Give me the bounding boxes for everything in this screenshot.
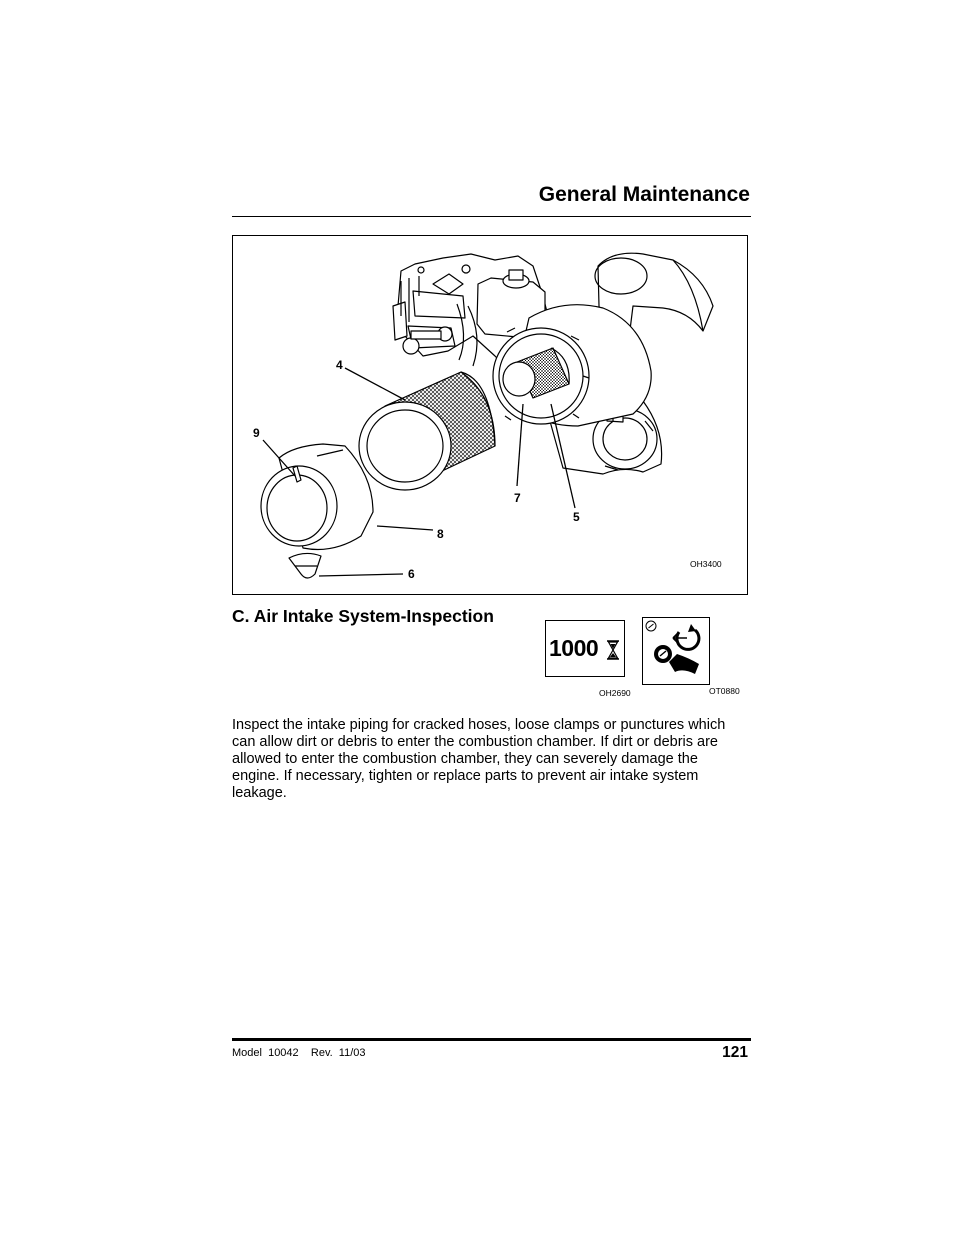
callout-4: 4: [336, 358, 343, 372]
figure-code: OH3400: [690, 559, 722, 569]
hourglass-icon: [606, 640, 620, 665]
header-rule: [232, 216, 751, 217]
footer-model-revision: Model 10042 Rev. 11/03: [232, 1047, 366, 1059]
service-interval-hours: 1000: [549, 635, 599, 661]
page-number: 121: [722, 1044, 748, 1061]
section-title: General Maintenance: [538, 183, 750, 206]
subsection-title: C. Air Intake System-Inspection: [232, 606, 494, 626]
engine-off-inspect-icon: [643, 618, 709, 689]
callout-6: 6: [408, 567, 415, 581]
air-filter-illustration: [233, 236, 748, 595]
symbol-code: OT0880: [709, 686, 740, 696]
primary-filter: [359, 372, 495, 490]
callout-7: 7: [514, 491, 521, 505]
footer-rule: [232, 1038, 751, 1041]
figure-frame: [232, 235, 748, 595]
callout-5: 5: [573, 510, 580, 524]
service-interval-box: [545, 620, 625, 677]
callout-8: 8: [437, 527, 444, 541]
engine-off-symbol-box: [642, 617, 710, 685]
callout-9: 9: [253, 426, 260, 440]
service-interval-code: OH2690: [599, 688, 631, 698]
dust-cover: [261, 444, 373, 578]
body-paragraph: Inspect the intake piping for cracked hoses, loose clamps or punctures which can allow dirt or debris to enter the combustion chamber. If dirt or debris are allowed to enter the combustion chamber, they can severely damage the engine. If necessary, tighten or replace parts to prevent air intake system leakage.: [232, 717, 726, 801]
